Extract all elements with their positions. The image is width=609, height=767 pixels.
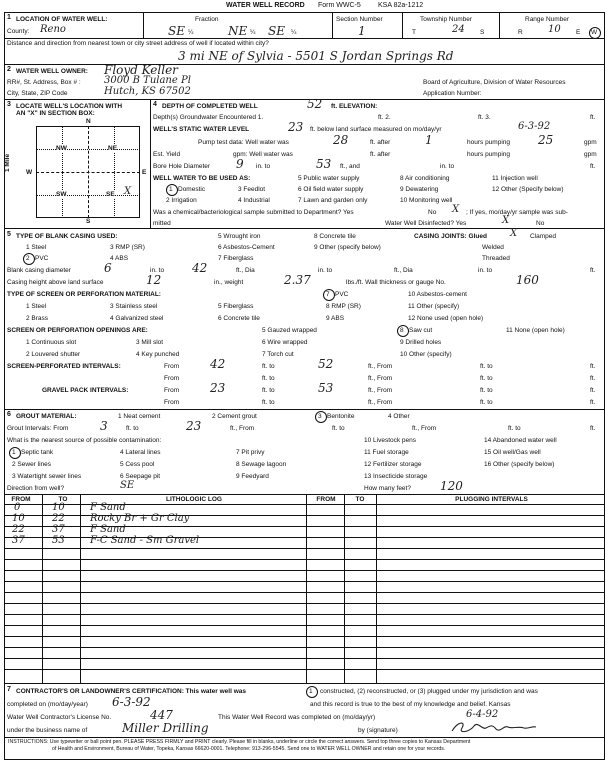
use-12: 12 Other (Specify below) <box>492 186 564 193</box>
diameter-ft-dia-2: ft., Dia <box>394 267 413 274</box>
grout-to-value: 23 <box>186 419 202 433</box>
business-value: Miller Drilling <box>122 721 209 735</box>
license-value: 447 <box>150 708 173 722</box>
log-col-from: FROM <box>11 496 31 503</box>
quarter-2: ¼ <box>250 29 256 36</box>
direction-label: Direction from well? <box>7 485 65 492</box>
township-s: S <box>480 29 485 36</box>
gp-ft-to-1: ft. to <box>262 387 275 394</box>
chem-rest: ; If yes, mo/day/yr sample was sub- <box>466 209 568 216</box>
weight-lbs-label: lbs./ft. Wall thickness or gauge No. <box>346 279 446 286</box>
grout-ft-to-2: ft. to <box>332 425 345 432</box>
grout-ft-to-3: ft. to <box>508 425 521 432</box>
use-5: 5 Public water supply <box>298 175 360 182</box>
opening-6: 6 Wire wrapped <box>262 339 308 346</box>
bore-label: Bore Hole Diameter <box>153 163 211 170</box>
quarter-1: ¼ <box>188 29 194 36</box>
opening-10: 10 Other (specify) <box>400 351 452 358</box>
weight-value: 2.37 <box>284 273 311 287</box>
opening-5: 5 Gauzed wrapped <box>262 327 317 334</box>
section-7-number: 7 <box>7 686 11 693</box>
gw-ftend: ft. <box>590 114 596 121</box>
bore-ft-end: ft. <box>590 163 596 170</box>
business-label: under the business name of <box>7 727 88 734</box>
contam-8: 8 Sewage lagoon <box>236 461 287 468</box>
signature-label: by (signature) <box>358 727 398 734</box>
opening-2: 2 Louvered shutter <box>26 351 81 358</box>
spi-ft-end-2: ft. <box>590 375 596 382</box>
grout-4: 4 Other <box>388 413 410 420</box>
quarter-3: ¼ <box>291 29 297 36</box>
gp-ft-from-1: ft., From <box>368 387 393 394</box>
est-gpm-label: gpm <box>584 151 597 158</box>
range-r: R <box>518 29 523 36</box>
section-4-number: 4 <box>153 101 157 108</box>
log-col-to-2: TO <box>355 496 365 503</box>
gp-from-2: From <box>164 399 180 406</box>
screen-intervals-label: SCREEN-PERFORATED INTERVALS: <box>7 363 121 370</box>
township-t: T <box>412 29 416 36</box>
gp-ft-to-2: ft. to <box>480 387 493 394</box>
instructions-line-2: of Health and Environment, Bureau of Water, Topeka, Kansas 66620-0001. Telephone: 913-296-5545. Send one to WATER WELL OWNER and retain one for your records. <box>52 746 446 752</box>
log-from-cell: 22 <box>12 524 25 535</box>
contam-13: 13 Insecticide storage <box>364 473 428 480</box>
pump-ft-value: 28 <box>333 133 349 147</box>
bore-in-to-2: in. to <box>440 163 455 170</box>
contam-10: 10 Livestock pens <box>364 437 417 444</box>
chem-no: No <box>428 209 437 216</box>
height-weight-label: in., weight <box>214 279 244 286</box>
est-yield-label: Est. Yield <box>153 151 181 158</box>
diameter-ft-end: ft. <box>590 267 596 274</box>
pump-gpm-label: gpm <box>584 139 597 146</box>
contam-1: Septic tank <box>21 449 54 456</box>
gw-ft2: ft. 2. <box>378 114 391 121</box>
range-e: E <box>576 29 581 36</box>
log-col-from-2: FROM <box>316 496 336 503</box>
screen-9: 9 ABS <box>326 315 345 322</box>
spi-ft-from-1: ft., From <box>368 363 393 370</box>
city-value: Hutch, KS 67502 <box>104 86 191 97</box>
screen-8: 8 RMP (SR) <box>326 303 361 310</box>
form-number: Form WWC-5 <box>318 2 361 9</box>
casing-1: 1 Steel <box>26 244 47 251</box>
section-5-number: 5 <box>7 231 11 238</box>
section-number-label: Section Number <box>336 16 383 23</box>
township-label: Township Number <box>420 16 473 23</box>
nw-label: NW <box>56 145 67 152</box>
township-value: 24 <box>452 24 465 35</box>
casing-label: TYPE OF BLANK CASING USED: <box>16 233 118 240</box>
contam-16: 16 Other (specify below) <box>484 461 555 468</box>
gravel-pack-label: GRAVEL PACK INTERVALS: <box>42 387 129 394</box>
gp-ft-end-2: ft. <box>590 399 596 406</box>
casing-2: PVC <box>35 255 49 262</box>
diameter-ft-dia: ft., Dia <box>236 267 255 274</box>
grout-label: GROUT MATERIAL: <box>16 413 77 420</box>
gp-ft-from-2: ft., From <box>368 399 393 406</box>
opening-8: Saw cut <box>409 327 433 334</box>
certification-rest: constructed, (2) reconstructed, or (3) plugged under my jurisdiction and was <box>320 688 538 695</box>
county-value: Reno <box>40 24 66 35</box>
grout-intervals-label: Grout Intervals: From <box>7 425 69 432</box>
disinfected-label: Water Well Disinfected? Yes <box>385 220 467 227</box>
section-6-number: 6 <box>7 411 11 418</box>
contam-12: 12 Fertilizer storage <box>364 461 422 468</box>
opening-3: 3 Mill slot <box>136 339 164 346</box>
owner-label: WATER WELL OWNER: <box>16 68 88 75</box>
pump-hours-label: hours pumping <box>467 139 510 146</box>
diameter-in-to-2: in. to <box>318 267 333 274</box>
use-3: 3 Feedlot <box>238 186 266 193</box>
gp-ft-to-3: ft. to <box>262 399 275 406</box>
grout-3: Bentonite <box>327 413 355 420</box>
grout-ft-to-1: ft. to <box>126 425 139 432</box>
north-label: N <box>86 118 91 125</box>
grout-ft-from-2: ft., From <box>412 425 437 432</box>
screen-material-label: TYPE OF SCREEN OR PERFORATION MATERIAL: <box>7 291 161 298</box>
form-title: WATER WELL RECORD <box>226 2 305 9</box>
log-col-to: TO <box>58 496 68 503</box>
city-label: City, State, ZIP Code <box>7 90 68 97</box>
screen-12: 12 None used (open hole) <box>408 315 484 322</box>
ksa-number: KSA 82a-1212 <box>378 2 424 9</box>
how-many-feet-value: 120 <box>440 479 463 493</box>
section-1-number: 1 <box>7 14 11 21</box>
completed-rest: and this record is true to the best of my knowledge and belief. Kansas <box>310 701 511 708</box>
est-hours-label: hours pumping <box>467 151 510 158</box>
range-label: Range Number <box>525 16 570 23</box>
contractor-signature <box>448 718 538 736</box>
height-value: 12 <box>146 273 162 287</box>
log-desc-cell: F Sand <box>90 502 126 513</box>
grout-3-number: 3 <box>318 413 322 420</box>
openings-label: SCREEN OR PERFORATION OPENINGS ARE: <box>7 327 148 334</box>
application-label: Application Number: <box>423 90 482 97</box>
casing-3: 3 RMP (SR) <box>110 244 145 251</box>
opening-7: 7 Torch cut <box>262 351 294 358</box>
elevation-label: ft. ELEVATION: <box>331 103 378 110</box>
static-value: 23 <box>288 120 304 134</box>
log-col-litho: LITHOLOGIC LOG <box>166 496 222 503</box>
board-label: Board of Agriculture, Division of Water Resources <box>423 79 566 86</box>
east-label: E <box>142 169 147 176</box>
log-to-cell: 37 <box>52 524 65 535</box>
county-label: County: <box>7 28 30 35</box>
record-completed-value: 6-4-92 <box>466 709 499 720</box>
grout-2: 2 Cement grout <box>212 413 257 420</box>
casing-9: 9 Other (specify below) <box>314 244 381 251</box>
cert-constructed-number: 1 <box>309 688 313 695</box>
casing-6: 6 Asbestos-Cement <box>218 244 275 251</box>
disinfected-x: X <box>502 215 510 226</box>
location-label: LOCATION OF WATER WELL: <box>16 16 108 23</box>
distance-value: 3 mi NE of Sylvia - 5501 S Jordan Springs Rd <box>178 49 454 63</box>
record-completed-label: This Water Well Record was completed on (mo/day/yr) <box>218 714 376 721</box>
screen-5: 5 Fiberglass <box>218 303 254 310</box>
spi-ft-from-2: ft., From <box>368 375 393 382</box>
opening-8-number: 8 <box>400 327 404 334</box>
distance-label: Distance and direction from nearest town or city street address of well if located within city? <box>7 40 269 47</box>
spi-from-1: From <box>164 363 180 370</box>
joints-threaded: Threaded <box>482 255 510 262</box>
spi-ft-to-4: ft. to <box>480 375 493 382</box>
spi-ft-end-1: ft. <box>590 363 596 370</box>
fraction-3: SE <box>268 24 285 38</box>
opening-1: 1 Continuous slot <box>26 339 77 346</box>
gp-from-value: 23 <box>210 381 226 395</box>
diameter-in-to-3: in. to <box>478 267 493 274</box>
contam-5: 5 Cess pool <box>120 461 155 468</box>
grout-ft-from-1: ft., From <box>230 425 255 432</box>
section-3-number: 3 <box>7 101 11 108</box>
log-to-cell: 53 <box>52 535 65 546</box>
log-from-cell: 0 <box>14 502 21 513</box>
use-1-number: 1 <box>169 186 173 193</box>
depth-value: 52 <box>307 97 323 111</box>
use-7: 7 Lawn and garden only <box>298 197 368 204</box>
spi-to-value: 52 <box>318 357 334 371</box>
casing-8: 8 Concrete tile <box>314 233 356 240</box>
static-rest: ft. below land surface measured on mo/day/yr <box>310 126 442 133</box>
screen-11: 11 Other (specify) <box>408 303 460 310</box>
casing-5: 5 Wrought iron <box>218 233 261 240</box>
log-from-cell: 10 <box>12 513 25 524</box>
log-col-plugging: PLUGGING INTERVALS <box>455 496 528 503</box>
grout-from-value: 3 <box>100 419 108 433</box>
log-to-cell: 22 <box>52 513 65 524</box>
gp-to-value: 53 <box>318 381 334 395</box>
screen-7: PVC <box>335 291 349 298</box>
chem-label: Was a chemical/bacteriological sample submitted to Department? Yes <box>153 209 354 216</box>
section-number-value: 1 <box>358 24 366 38</box>
owner-value: Floyd Keller <box>104 63 178 77</box>
grout-1: 1 Neat cement <box>118 413 161 420</box>
instructions-line-1: INSTRUCTIONS: Use typewriter or ball point pen. PLEASE PRESS FIRMLY and PRINT clearly. Please fill in blanks, underline or circle the correct answers. Send top three copies to Kansas Department <box>8 739 471 745</box>
contam-11: 11 Fuel storage <box>364 449 409 456</box>
fraction-label: Fraction <box>195 16 219 23</box>
contam-9: 9 Feedyard <box>236 473 269 480</box>
casing-7: 7 Fiberglass <box>218 255 254 262</box>
bore-in-to: in. to <box>256 163 271 170</box>
log-desc-cell: F-C Sand - Sm Gravel <box>90 535 200 546</box>
use-2: 2 Irrigation <box>166 197 197 204</box>
use-10: 10 Monitoring well <box>400 197 453 204</box>
spi-ft-to-2: ft. to <box>480 363 493 370</box>
contam-2: 2 Sewer lines <box>12 461 52 468</box>
pump-hours-value: 1 <box>425 133 433 147</box>
address-value: 3000 B Tulane Pl <box>104 75 191 86</box>
west-label: W <box>26 169 33 176</box>
screen-2: 2 Brass <box>26 315 49 322</box>
use-11: 11 Injection well <box>492 175 538 182</box>
locate-label-1: LOCATE WELL'S LOCATION WITH <box>16 103 123 110</box>
well-location-mark: X <box>124 186 132 197</box>
pump-test-label: Pump test data: Well water was <box>198 139 289 146</box>
depth-label: DEPTH OF COMPLETED WELL <box>162 103 258 110</box>
contam-3: 3 Watertight sewer lines <box>12 473 82 480</box>
gp-ft-end-1: ft. <box>590 387 596 394</box>
log-desc-cell: F Sand <box>90 524 126 535</box>
pump-gpm-value: 25 <box>538 133 554 147</box>
se-label: SE <box>106 191 115 198</box>
spi-from-2: From <box>164 375 180 382</box>
contam-6: 6 Seepage pit <box>120 473 161 480</box>
pump-ft-after: ft. after <box>370 139 391 146</box>
direction-value: SE <box>120 480 135 491</box>
height-label: Casing height above land surface <box>7 279 104 286</box>
diameter-in-to: in. to <box>150 267 165 274</box>
completed-value: 6-3-92 <box>112 695 151 709</box>
diameter-label: Blank casing diameter <box>7 267 71 274</box>
casing-4: 4 ABS <box>110 255 129 262</box>
joints-label: CASING JOINTS: Glued <box>414 233 487 240</box>
screen-6: 6 Concrete tile <box>218 315 260 322</box>
joints-x: X <box>510 228 518 239</box>
joints-clamped: Clamped <box>530 233 557 240</box>
range-w: W <box>591 29 598 36</box>
log-to-cell: 10 <box>52 502 65 513</box>
screen-1: 1 Steel <box>26 303 47 310</box>
contam-7: 7 Pit privy <box>236 449 265 456</box>
screen-7-number: 7 <box>326 291 330 298</box>
casing-2-number: 2 <box>26 255 30 262</box>
log-from-cell: 37 <box>12 535 25 546</box>
est-yield-rest: gpm: Well water was <box>233 151 293 158</box>
south-label: S <box>86 218 91 225</box>
static-label: WELL'S STATIC WATER LEVEL <box>153 126 250 133</box>
range-value: 10 <box>548 24 561 35</box>
opening-4: 4 Key punched <box>136 351 180 358</box>
ne-label: NE <box>108 145 118 152</box>
contam-14: 14 Abandoned water well <box>484 437 557 444</box>
gw-ft3: ft. 3. <box>478 114 491 121</box>
gp-ft-to-4: ft. to <box>480 399 493 406</box>
static-date: 6-3-92 <box>518 121 551 132</box>
disinfected-no: No <box>536 220 545 227</box>
est-ft-after: ft. after <box>370 151 391 158</box>
diameter-value: 6 <box>104 261 112 275</box>
chem-x-mark: X <box>452 204 460 215</box>
screen-3: 3 Stainless steel <box>110 303 158 310</box>
license-label: Water Well Contractor's License No. <box>7 714 112 721</box>
contamination-label: What is the nearest source of possible contamination: <box>7 437 162 444</box>
contam-1-number: 1 <box>12 449 16 456</box>
opening-9: 9 Drilled holes <box>400 339 442 346</box>
bore-ft-and: ft., and <box>340 163 360 170</box>
screen-10: 10 Asbestos-cement <box>408 291 467 298</box>
gauge-value: 160 <box>516 273 539 287</box>
sw-label: SW <box>56 191 67 198</box>
log-desc-cell: Rocky Br + Gr Clay <box>90 513 190 524</box>
diameter-to-value: 42 <box>192 261 208 275</box>
how-many-feet-label: How many feet? <box>364 485 411 492</box>
use-1: Domestic <box>178 186 206 193</box>
gp-from-1: From <box>164 387 180 394</box>
screen-4: 4 Galvanized steel <box>110 315 164 322</box>
use-label: WELL WATER TO BE USED AS: <box>153 175 251 182</box>
section-2-number: 2 <box>7 66 11 73</box>
bore-to-value: 53 <box>316 157 332 171</box>
contam-4: 4 Lateral lines <box>120 449 161 456</box>
groundwater-label: Depth(s) Groundwater Encountered 1. <box>153 114 264 121</box>
contam-15: 15 Oil well/Gas well <box>484 449 541 456</box>
fraction-1: SE <box>168 24 185 38</box>
use-4: 4 Industrial <box>238 197 270 204</box>
bore-value: 9 <box>236 157 244 171</box>
spi-ft-to-1: ft. to <box>262 363 275 370</box>
spi-from-value: 42 <box>210 357 226 371</box>
use-8: 8 Air conditioning <box>400 175 450 182</box>
locate-label-2: AN "X" IN SECTION BOX: <box>16 110 95 117</box>
fraction-2: NE <box>228 24 248 38</box>
use-9: 9 Dewatering <box>400 186 439 193</box>
address-label: RR#, St. Address, Box # : <box>7 79 81 86</box>
chem-mitted: mitted <box>153 220 171 227</box>
spi-ft-to-3: ft. to <box>262 375 275 382</box>
joints-welded: Welded <box>482 244 504 251</box>
grout-ft-end: ft. <box>590 425 596 432</box>
opening-11: 11 None (open hole) <box>506 327 565 334</box>
mile-label: 1 Mile <box>4 153 11 172</box>
completed-label: completed on (mo/day/year) <box>7 701 88 708</box>
use-6: 6 Oil field water supply <box>298 186 364 193</box>
certification-label: CONTRACTOR'S OR LANDOWNER'S CERTIFICATION: This water well was <box>16 688 247 695</box>
